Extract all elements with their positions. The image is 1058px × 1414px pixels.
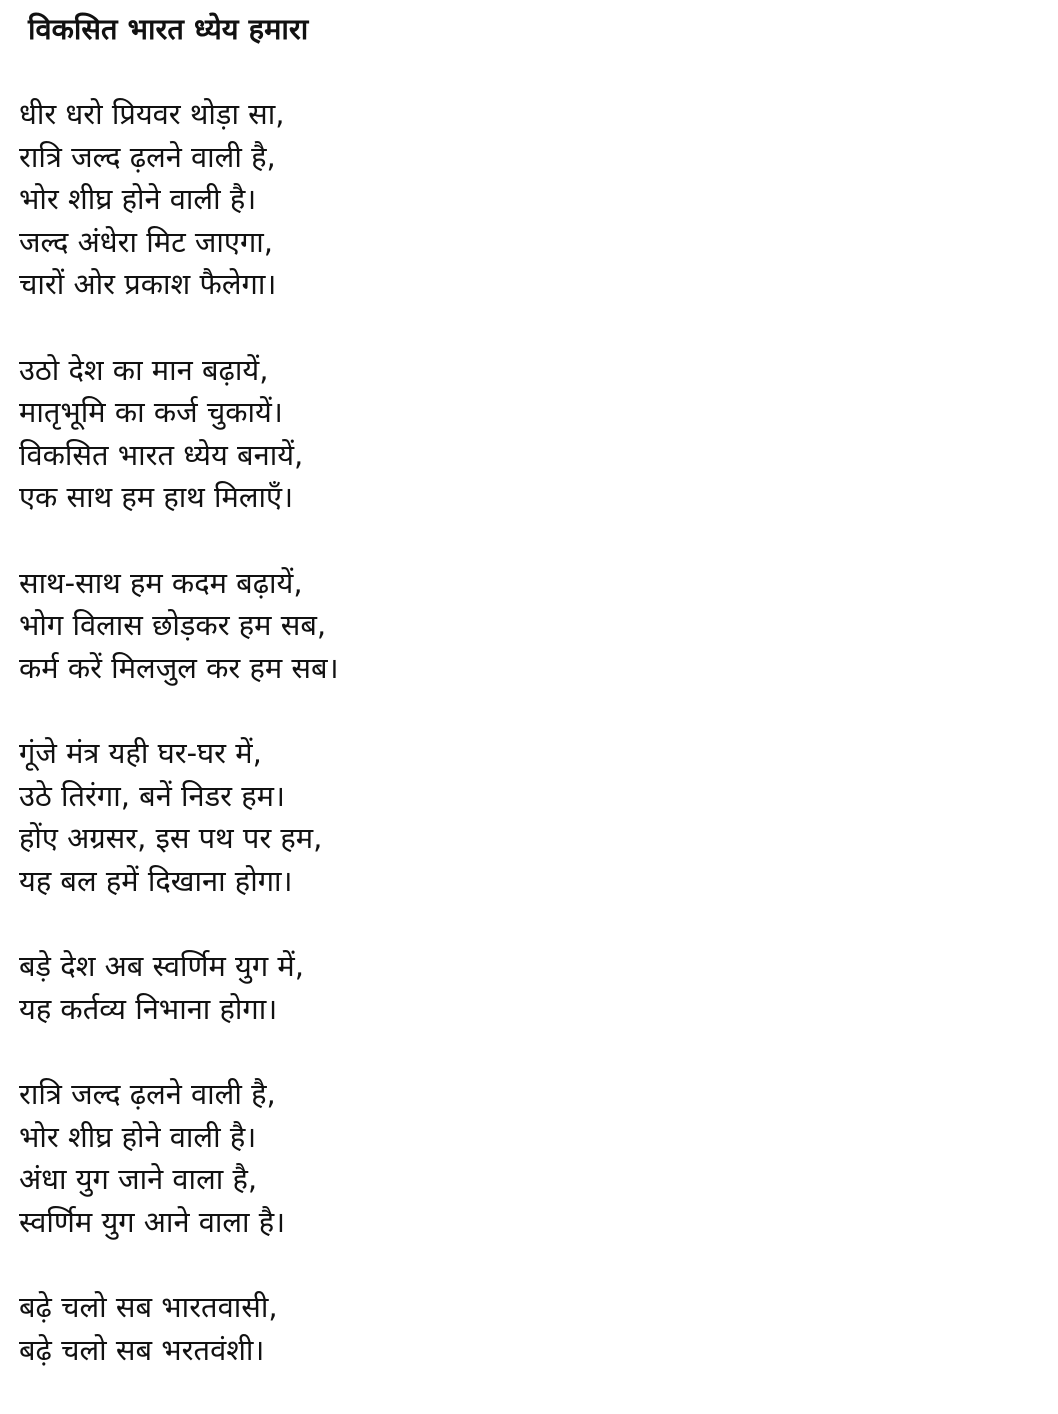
poem-line: गूंजे मंत्र यही घर-घर में, — [19, 736, 262, 770]
poem-line: भोर शीघ्र होने वाली है। — [19, 182, 257, 216]
poem-line: रात्रि जल्द ढ़लने वाली है, — [19, 139, 276, 174]
poem-line: बड़े देश अब स्वर्णिम युग में, — [19, 949, 304, 983]
poem-line: यह कर्तव्य निभाना होगा। — [19, 991, 278, 1026]
poem-line: मातृभूमि का कर्ज चुकायें। — [19, 395, 283, 429]
poem-line: साथ-साथ हम कदम बढ़ायें, — [19, 565, 303, 600]
stanza-5 — [19, 945, 1039, 1030]
poem-line: कर्म करें मिलजुल कर हम सब। — [19, 650, 339, 685]
stanza-3 — [19, 562, 1039, 690]
poem-line: जल्द अंधेरा मिट जाएगा, — [19, 224, 274, 259]
poem-line: उठे तिरंगा, बनें निडर हम। — [19, 778, 285, 813]
poem-line: बढ़े चलो सब भरतवंशी। — [19, 1332, 265, 1367]
poem-line: रात्रि जल्द ढ़लने वाली है, — [19, 1077, 276, 1111]
poem-line: भोर शीघ्र होने वाली है। — [19, 1119, 257, 1154]
poem-line: विकसित भारत ध्येय बनायें, — [19, 437, 304, 472]
poem-line: चारों ओर प्रकाश फैलेगा। — [19, 267, 277, 301]
stanza-2 — [19, 349, 1039, 519]
poem-body — [19, 93, 1039, 1414]
poem-line: अंधा युग जाने वाला है, — [19, 1162, 258, 1196]
poem-line: एक साथ हम हाथ मिलाएँ। — [19, 480, 294, 514]
stanza-7 — [19, 1286, 1039, 1371]
poem-line: उठो देश का मान बढ़ायें, — [19, 352, 269, 387]
poem-line: स्वर्णिम युग आने वाला है। — [19, 1204, 286, 1239]
poem-line: भोग विलास छोड़कर हम सब, — [19, 608, 327, 642]
poem-line: बढ़े चलो सब भारतवासी, — [19, 1290, 278, 1324]
poem-title: विकसित भारत ध्येय हमारा — [28, 12, 309, 46]
stanza-1 — [19, 93, 1039, 306]
stanza-6 — [19, 1073, 1039, 1243]
poem-line: होंए अग्रसर, इस पथ पर हम, — [19, 821, 323, 855]
stanza-4 — [19, 732, 1039, 902]
poem-line: धीर धरो प्रियवर थोड़ा सा, — [19, 97, 285, 131]
poem-line: यह बल हमें दिखाना होगा। — [19, 863, 293, 898]
